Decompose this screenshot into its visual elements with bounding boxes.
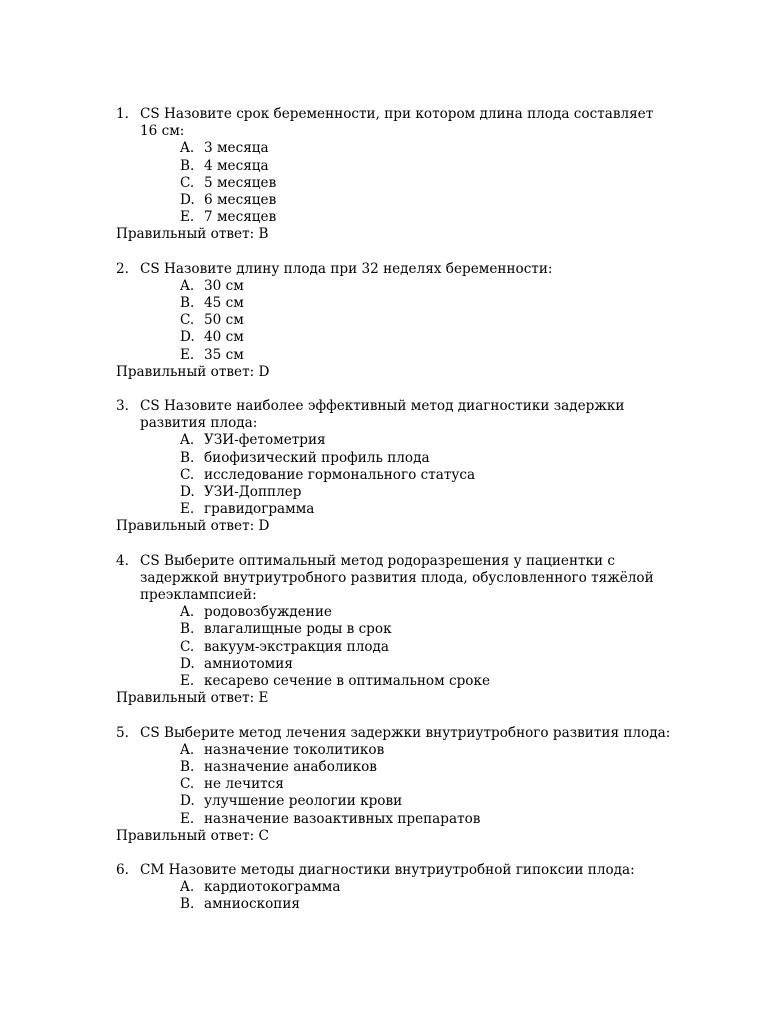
answer-option — [0, 879, 768, 896]
answer-list — [0, 604, 768, 690]
answer-text: назначение вазоактивных препаратов — [204, 810, 481, 827]
answer-text: биофизический профиль плода — [204, 449, 430, 466]
answer-option — [0, 742, 768, 759]
answer-letter: E. — [180, 810, 195, 827]
question-text: CM Назовите методы диагностики внутриутробной гипоксии плода: — [140, 861, 635, 878]
answer-list — [0, 742, 768, 828]
question-text: CS Выберите метод лечения задержки внутриутробного развития плода: — [140, 724, 671, 741]
question-number: 6. — [116, 861, 129, 878]
correct-answer: Правильный ответ: C — [116, 827, 269, 844]
question-6 — [0, 862, 768, 914]
answer-letter: C. — [180, 638, 195, 655]
question-text: CS Назовите срок беременности, при котором длина плода составляет 16 см: — [140, 106, 654, 140]
answer-text: 45 см — [204, 295, 244, 312]
answer-option — [0, 140, 768, 157]
answer-text: 50 см — [204, 312, 244, 329]
question-number: 1. — [116, 106, 129, 122]
question-text: CS Назовите длину плода при 32 неделях беременности: — [140, 260, 553, 277]
answer-letter: C. — [180, 312, 195, 329]
correct-answer: Правильный ответ: D — [116, 518, 270, 535]
answer-text: амниотомия — [204, 655, 293, 672]
answer-text: улучшение реологии крови — [204, 793, 403, 810]
answer-text: 35 см — [204, 346, 244, 363]
question-5 — [0, 725, 768, 845]
answer-letter: B. — [180, 621, 195, 638]
question-number: 3. — [116, 398, 129, 415]
question-header — [0, 261, 768, 278]
answer-text: не лечится — [204, 776, 284, 793]
answer-letter: D. — [180, 655, 195, 672]
answer-text: амниоскопия — [204, 896, 300, 913]
answer-option — [0, 278, 768, 295]
answer-text: 40 см — [204, 329, 244, 346]
answer-option — [0, 673, 768, 690]
answer-text: влагалищные роды в срок — [204, 621, 392, 638]
answer-option — [0, 209, 768, 226]
answer-letter: D. — [180, 192, 195, 209]
answer-option — [0, 604, 768, 621]
answer-option — [0, 811, 768, 828]
answer-letter: B. — [180, 449, 195, 466]
answer-option — [0, 450, 768, 467]
question-number: 2. — [116, 260, 129, 277]
question-4 — [0, 553, 768, 708]
answer-letter: E. — [180, 209, 195, 226]
answer-option — [0, 759, 768, 776]
answer-option — [0, 329, 768, 346]
answer-text: 3 месяца — [204, 140, 269, 157]
correct-answer: Правильный ответ: D — [116, 363, 270, 380]
answer-option — [0, 896, 768, 913]
answer-letter: D. — [180, 793, 195, 810]
answer-letter: D. — [180, 329, 195, 346]
answer-text: 30 см — [204, 277, 244, 294]
answer-text: 4 месяца — [204, 157, 269, 174]
answer-option — [0, 639, 768, 656]
answer-text: вакуум-экстракция плода — [204, 638, 390, 655]
question-text: CS Назовите наиболее эффективный метод диагностики задержки развития плода: — [140, 398, 625, 432]
answer-option — [0, 484, 768, 501]
answer-list — [0, 432, 768, 518]
answer-text: кесарево сечение в оптимальном сроке — [204, 673, 491, 690]
answer-text: назначение анаболиков — [204, 758, 377, 775]
correct-answer: Правильный ответ: B — [116, 226, 269, 243]
answer-text: 6 месяцев — [204, 192, 277, 209]
answer-letter: B. — [180, 758, 195, 775]
question-1 — [0, 106, 768, 244]
answer-text: гравидограмма — [204, 501, 315, 518]
answer-option — [0, 793, 768, 810]
answer-letter: C. — [180, 174, 195, 191]
answer-option — [0, 347, 768, 364]
answer-letter: A. — [180, 604, 195, 621]
answer-option — [0, 175, 768, 192]
question-header — [0, 106, 768, 140]
answer-option — [0, 192, 768, 209]
question-number: 4. — [116, 552, 129, 569]
question-2 — [0, 261, 768, 381]
question-3 — [0, 398, 768, 536]
answer-letter: E. — [180, 673, 195, 690]
question-header — [0, 398, 768, 432]
answer-option — [0, 656, 768, 673]
answer-letter: E. — [180, 501, 195, 518]
question-header — [0, 553, 768, 605]
answer-option — [0, 776, 768, 793]
answer-text: исследование гормонального статуса — [204, 466, 476, 483]
answer-text: 5 месяцев — [204, 174, 277, 191]
question-header — [0, 725, 768, 742]
answer-text: УЗИ-Допплер — [204, 484, 302, 501]
correct-answer: Правильный ответ: E — [116, 690, 269, 707]
answer-letter: B. — [180, 295, 195, 312]
answer-letter: A. — [180, 741, 195, 758]
answer-option — [0, 295, 768, 312]
answer-option — [0, 501, 768, 518]
question-header — [0, 862, 768, 879]
answer-text: назначение токолитиков — [204, 741, 385, 758]
answer-text: родовозбуждение — [204, 604, 332, 621]
answer-letter: E. — [180, 346, 195, 363]
answer-letter: B. — [180, 896, 195, 913]
answer-letter: A. — [180, 879, 195, 896]
answer-letter: A. — [180, 432, 195, 449]
answer-option — [0, 621, 768, 638]
answer-list — [0, 278, 768, 364]
answer-text: 7 месяцев — [204, 209, 277, 226]
answer-letter: B. — [180, 157, 195, 174]
question-text: CS Выберите оптимальный метод родоразрешения у пациентки с задержкой внутриутробного развития плода, обусловленного тяжёлой преэклампсией: — [140, 552, 654, 604]
answer-option — [0, 158, 768, 175]
answer-text: кардиотокограмма — [204, 879, 341, 896]
answer-letter: A. — [180, 140, 195, 157]
answer-option — [0, 312, 768, 329]
answer-letter: C. — [180, 776, 195, 793]
answer-letter: D. — [180, 484, 195, 501]
answer-text: УЗИ-фетометрия — [204, 432, 326, 449]
answer-list — [0, 140, 768, 226]
answer-letter: A. — [180, 277, 195, 294]
answer-letter: C. — [180, 466, 195, 483]
question-number: 5. — [116, 724, 129, 741]
answer-option — [0, 432, 768, 449]
answer-option — [0, 467, 768, 484]
answer-list — [0, 879, 768, 913]
